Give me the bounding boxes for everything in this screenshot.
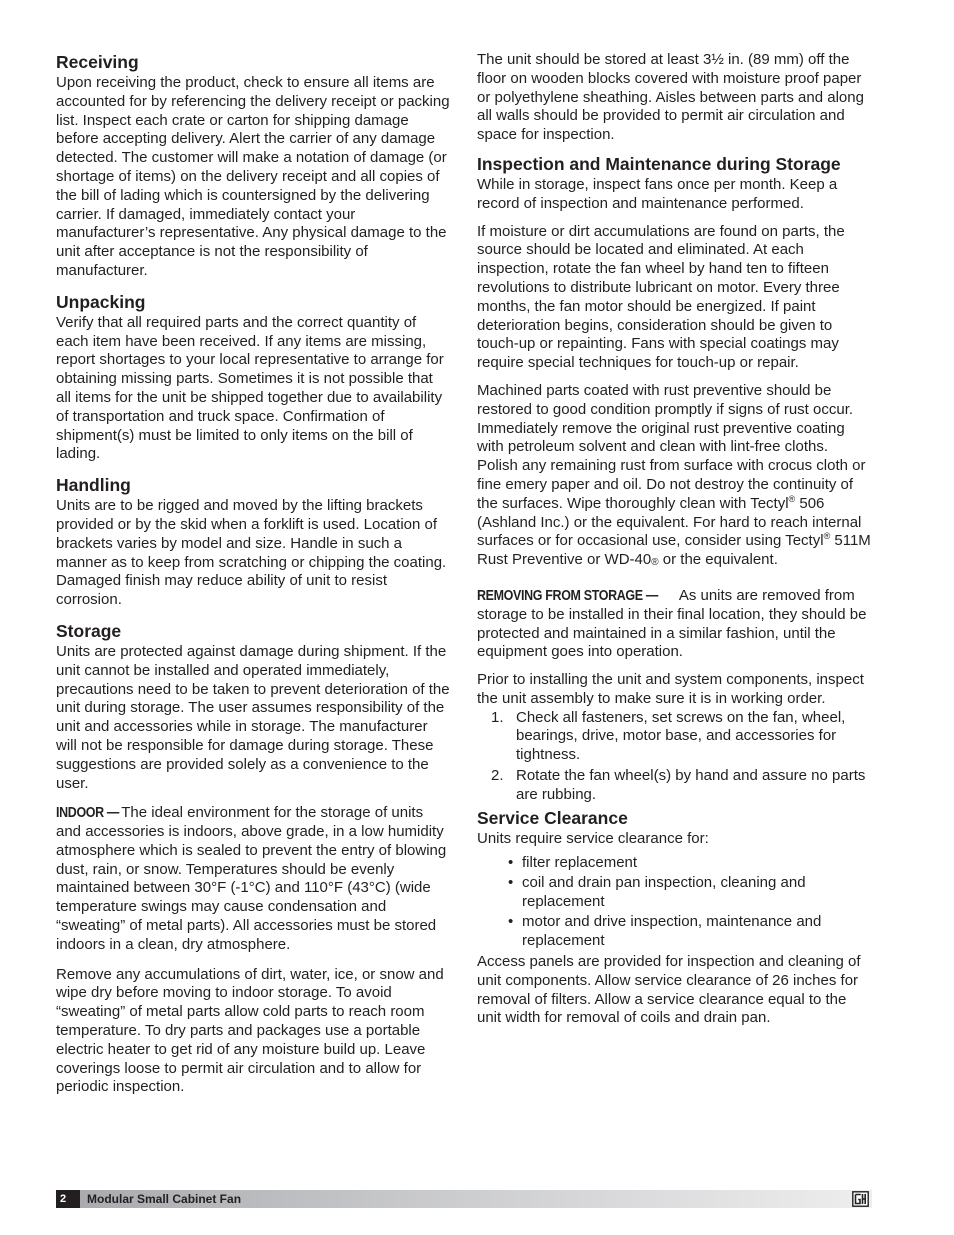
- receiving-heading: Receiving: [56, 52, 139, 72]
- service-closing: Access panels are provided for inspection and cleaning of unit components. Allow service clearance of 26 inches for removal of filters. Allow a service clearance equal to the unit width for removal of coils and drain pan.: [477, 952, 861, 1027]
- service-intro: Units require service clearance for:: [477, 830, 709, 848]
- storage-body: Units are protected against damage during shipment. If the unit cannot be installed and operated immediately, precautions need to be taken to prevent deterioration of the unit during storage. The user assumes responsibility of the unit and accessories while in storage. The manufacturer will not be responsible for damage during storage. These suggestions are provided solely as a convenience to the user.: [56, 642, 450, 792]
- bullet-icon: •: [508, 854, 514, 871]
- registered-mark: ®: [788, 493, 796, 504]
- footer-bar: [56, 1190, 872, 1208]
- step-number: 2.: [491, 767, 504, 785]
- service-item-text: filter replacement: [522, 854, 638, 871]
- removing-steps-list: [477, 709, 872, 805]
- unpacking-heading: Unpacking: [56, 291, 146, 312]
- list-item: [477, 767, 872, 804]
- removing-paragraph: [477, 587, 872, 662]
- removing-body: As units are removed from storage to be installed in their final location, they should be protected and maintained in a similar fashion, until the equipment goes into operation.: [477, 586, 867, 661]
- removing-p2: Prior to installing the unit and system components, inspect the unit assembly to make sure it is in working order.: [477, 671, 864, 707]
- indoor-body: The ideal environment for the storage of units and accessories is indoors, above grade, in a low humidity atmosphere which is sealed to prevent the entry of blowing dust, rain, or snow. Temperatures should be evenly maintained between 30°F (-1°C) and 110°F (43°C) (wide temperature swings may cause condensation and “sweating” of metal parts). All accessories must be stored indoors in a clean, dry atmosphere.: [56, 804, 447, 953]
- inspection-p3-part-b: 506 (Ashland Inc.) or the equivalent. For hard to reach internal surfaces or for occasional use, consider using Tectyl: [477, 494, 862, 550]
- inspection-heading: Inspection and Maintenance during Storage: [477, 153, 841, 174]
- bullet-icon: •: [508, 874, 514, 892]
- inspection-p3-part-a: Machined parts coated with rust preventive should be restored to good condition promptly if signs of rust occur. Immediately remove the original rust preventive coating with petroleum solvent and clean with lint-free cloths. Polish any remaining rust from surface with crocus cloth or fine emery paper and oil. Do not destroy the continuity of the surfaces. Wipe thoroughly clean with Tectyl: [477, 381, 866, 512]
- list-item: [477, 709, 872, 765]
- list-item: [477, 874, 872, 912]
- receiving-body: Upon receiving the product, check to ensure all items are accounted for by referencing the delivery receipt or packing list. Inspect each crate or carton for shipping damage before accepting delivery. Alert the carrier of any damage detected. The customer will make a notation of damage (or shortage of items) on the delivery receipt and all copies of the bill of lading which is countersigned by the delivering carrier. If damaged, immediately contact your manufacturer’s representative. Any physical damage to the unit after acceptance is not the responsibility of manufacturer.: [56, 74, 450, 279]
- inspection-p2: If moisture or dirt accumulations are found on parts, the source should be located and eliminated. At each inspection, rotate the fan wheel by hand ten to fifteen revolutions to distribute lubricant on motor. Every three months, the fan motor should be energized. If paint deterioration begins, consideration should be given to touch-up or repainting. Fans with special coatings may require special techniques for touch-up or repair.: [477, 222, 845, 372]
- storage-heading: Storage: [56, 620, 122, 641]
- bullet-icon: •: [508, 913, 514, 931]
- service-item-text: motor and drive inspection, maintenance and replacement: [522, 913, 822, 950]
- footer-title: Modular Small Cabinet Fan: [87, 1192, 242, 1206]
- removing-label: REMOVING FROM STORAGE —: [477, 587, 659, 604]
- list-item: [477, 913, 872, 951]
- list-item: [477, 854, 872, 873]
- service-clearance-heading: Service Clearance: [477, 808, 628, 829]
- unpacking-body: Verify that all required parts and the correct quantity of each item have been received. If any items are missing, report shortages to your local representative to arrange for obtaining missing parts. Sometimes it is not possible that all items for the unit be shipped together due to availability of transportation and truck space. Confirmation of shipment(s) must be limited to only items on the bill of lading.: [56, 313, 444, 463]
- right-column: [477, 51, 872, 1037]
- handling-heading: Handling: [56, 475, 131, 496]
- greenheck-logo-icon: [852, 1191, 869, 1207]
- indoor-label: INDOOR —: [56, 805, 120, 822]
- inspection-p3-part-d: or the equivalent.: [658, 551, 778, 569]
- inspection-p3-part-c: 511M Rust Preventive or WD-40: [477, 532, 871, 569]
- handling-body: Units are to be rigged and moved by the lifting brackets provided or by the skid when a forklift is used. Location of brackets varies by model and size. Handle in such a manner as to keep from scratching or chipping the coating. Damaged finish may reduce ability of unit to resist corrosion.: [56, 497, 447, 609]
- service-item-text: coil and drain pan inspection, cleaning and replacement: [522, 874, 806, 911]
- step-text: Rotate the fan wheel(s) by hand and assure no parts are rubbing.: [516, 767, 866, 803]
- registered-mark: ®: [823, 531, 831, 542]
- left-column: [56, 52, 452, 1108]
- indoor-paragraph: [56, 804, 452, 954]
- step-text: Check all fasteners, set screws on the fan, wheel, bearings, drive, motor base, and accessories for tightness.: [516, 708, 846, 763]
- storage-continued: The unit should be stored at least 3½ in. (89 mm) off the floor on wooden blocks covered with moisture proof paper or polyethylene sheathing. Aisles between parts and along all walls should be provided to permit air circulation and space for inspection.: [477, 51, 864, 144]
- service-items-list: [477, 854, 872, 951]
- page-number: 2: [56, 1190, 80, 1208]
- remove-accumulations-paragraph: Remove any accumulations of dirt, water, ice, or snow and wipe dry before moving to indoor storage. To avoid “sweating” of metal parts allow cold parts to reach room temperature. To dry parts and packages use a portable electric heater to get rid of any moisture build up. Leave coverings loose to permit air circulation and to allow for periodic inspection.: [56, 965, 444, 1096]
- step-number: 1.: [491, 708, 504, 726]
- inspection-p3: [477, 382, 872, 573]
- inspection-p1: While in storage, inspect fans once per month. Keep a record of inspection and maintenance performed.: [477, 175, 838, 212]
- registered-mark: ®: [651, 557, 659, 569]
